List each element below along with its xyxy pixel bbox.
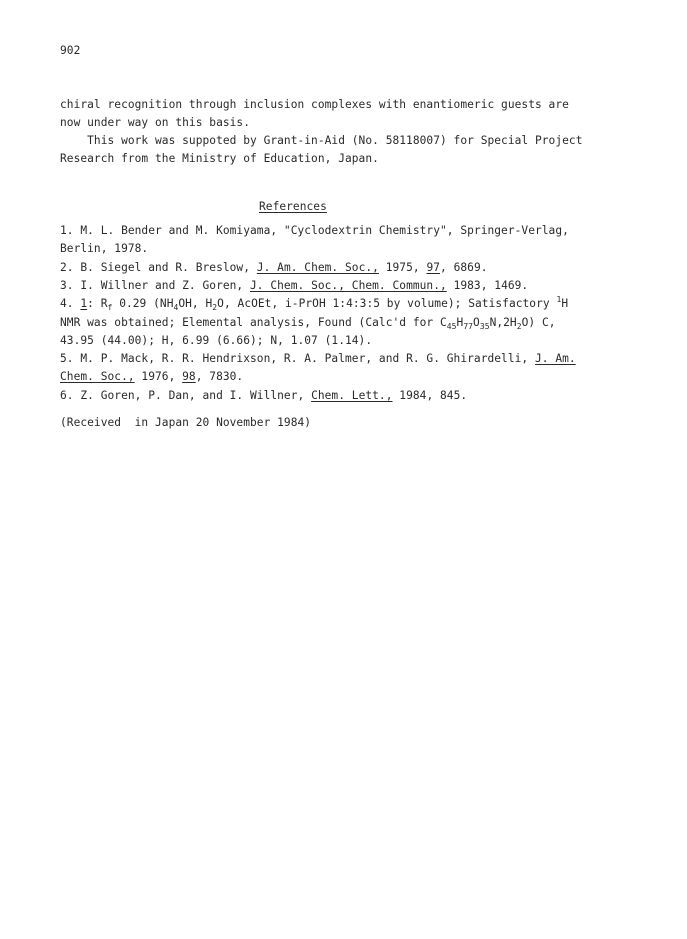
ref-text: M. L. Bender and M. Komiyama, "Cyclodextrin Chemistry", Springer-Verlag, (73, 224, 569, 237)
ref-text: M. P. Mack, R. R. Hendrixson, R. A. Palmer, and R. G. Ghirardelli, (73, 352, 535, 365)
volume: 97 (426, 261, 441, 274)
ref-number: 2. (60, 261, 74, 274)
journal-name: J. Chem. Soc., Chem. Commun., (250, 279, 447, 292)
reference-5 (60, 352, 576, 366)
volume: 98 (182, 370, 196, 383)
references-heading: References (259, 200, 327, 213)
ref-text: B. Siegel and R. Breslow, (73, 261, 257, 274)
ref-text: 1984, 845. (392, 389, 468, 402)
journal-name: Chem. Soc., (60, 370, 135, 383)
ref-number: 1. (60, 224, 74, 237)
compound-number: 1 (80, 297, 88, 310)
acknowledgment-line: Research from the Ministry of Education, Japan. (60, 152, 379, 165)
received-date: (Received in Japan 20 November 1984) (60, 416, 312, 429)
body-line: chiral recognition through inclusion complexes with enantiomeric guests are (60, 98, 569, 111)
ref-text: , 6869. (440, 261, 488, 274)
journal-name: J. Am. (535, 352, 576, 365)
reference-4-cont: 43.95 (44.00); H, 6.99 (6.66); N, 1.07 (1.14). (60, 334, 373, 347)
reference-1-cont: Berlin, 1978. (60, 242, 149, 255)
ref-text: I. Willner and Z. Goren, (73, 279, 250, 292)
ref-number: 4. (60, 297, 74, 310)
ref-number: 3. (60, 279, 74, 292)
page-number: 902 (60, 44, 81, 57)
reference-5-cont: Chem. Soc., 1976, 98, 7830. (60, 370, 244, 383)
reference-2 (60, 261, 488, 275)
body-line: now under way on this basis. (60, 116, 250, 129)
reference-6 (60, 389, 467, 403)
journal-name: Chem. Lett., (311, 389, 393, 402)
ref-text: 1983, 1469. (446, 279, 529, 292)
acknowledgment-line: This work was suppoted by Grant-in-Aid (No. 58118007) for Special Project (60, 134, 583, 147)
journal-name: J. Am. Chem. Soc., (256, 261, 379, 274)
ref-text: 1975, (378, 261, 427, 274)
ref-number: 5. (60, 352, 74, 365)
reference-4-cont: NMR was obtained; Elemental analysis, Found (Calc'd for $C_{45}H_{77}O_{35}N,2H_2O$) C, (60, 316, 556, 331)
reference-4: 4. 1: $R_f$ 0.29 ($NH_4OH$, $H_2O$, AcOEt, i-PrOH 1:4:3:5 by volume); Satisfactory $^1$H (60, 295, 569, 312)
reference-1 (60, 224, 569, 238)
ref-text: Z. Goren, P. Dan, and I. Willner, (73, 389, 312, 402)
ref-number: 6. (60, 389, 74, 402)
reference-3 (60, 279, 528, 293)
